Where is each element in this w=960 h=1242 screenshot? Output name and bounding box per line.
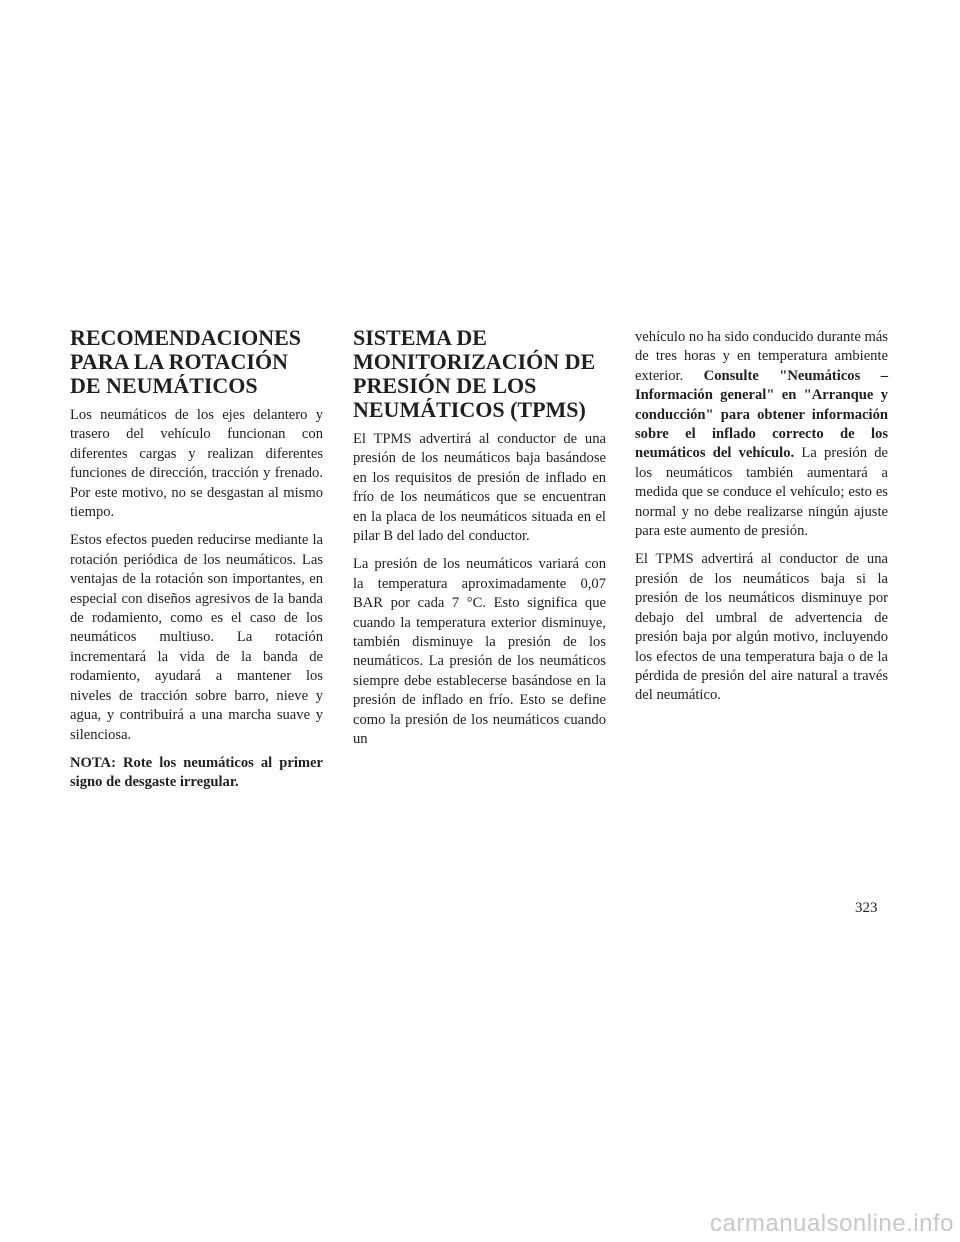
paragraph: Estos efectos pueden reducirse mediante la rotación periódica de los neumáticos. Las ventajas de la rotación son importantes, en especial con diseños agresivos de la banda de rodamiento, como es el caso de los neumáticos multiuso. La rotación incrementará la vida de la banda de rodamiento, ayudará a mantener los niveles de tracción sobre barro, nieve y agua, y contribuirá a una marcha suave y silenciosa. xyxy=(70,532,323,743)
note: NOTA: Rote los neumáticos al primer signo de desgaste irregular. xyxy=(70,754,323,791)
paragraph: El TPMS advertirá al conductor de una presión de los neumáticos baja si la presión de los neumáticos disminuye por debajo del umbral de advertencia de presión baja por algún motivo, incluyendo los efectos de una temperatura baja o de la pérdida de presión del aire natural a través del neumático. xyxy=(635,551,888,704)
column-left xyxy=(70,326,323,802)
page-number: 323 xyxy=(855,900,878,916)
paragraph-text: vehículo no ha sido conducido durante más de tres horas y en temperatura ambiente exterior. xyxy=(635,329,888,384)
paragraph-text: La presión de los neumáticos también aumentará a medida que se conduce el vehículo; esto es normal y no debe realizarse ningún ajuste para este aumento de presión. xyxy=(635,445,888,540)
paragraph: El TPMS advertirá al conductor de una presión de los neumáticos baja basándose en los requisitos de presión de inflado en frío de los neumáticos que se encuentran en la placa de los neumáticos situada en el pilar B del lado del conductor. xyxy=(353,431,606,545)
paragraph: La presión de los neumáticos variará con la temperatura aproximadamente 0,07 BAR por cada 7 °C. Esto significa que cuando la temperatura exterior disminuye, también disminuye la presión de los neumáticos. La presión de los neumáticos siempre debe establecerse basándose en la presión de inflado en frío. Esto se define como la presión de los neumáticos cuando un xyxy=(353,556,606,748)
section-heading-tire-rotation: RECOMENDACIONES PARA LA ROTACIÓN DE NEUMÁTICOS xyxy=(70,325,302,398)
column-middle xyxy=(353,326,606,759)
section-heading-tpms: SISTEMA DE MONITORIZACIÓN DE PRESIÓN DE LOS NEUMÁTICOS (TPMS) xyxy=(353,325,596,422)
paragraph xyxy=(635,328,888,541)
column-right xyxy=(635,328,888,715)
watermark: carmanualsonline.info xyxy=(710,1210,954,1237)
paragraph: Los neumáticos de los ejes delantero y trasero del vehículo funcionan con diferentes cargas y realizan diferentes funciones de dirección, tracción y frenado. Por este motivo, no se desgastan al mismo tiempo. xyxy=(70,407,323,521)
cross-reference: Consulte "Neumáticos – Información general" en "Arranque y conducción" para obtener información sobre el inflado correcto de los neumáticos del vehículo. xyxy=(635,367,888,462)
